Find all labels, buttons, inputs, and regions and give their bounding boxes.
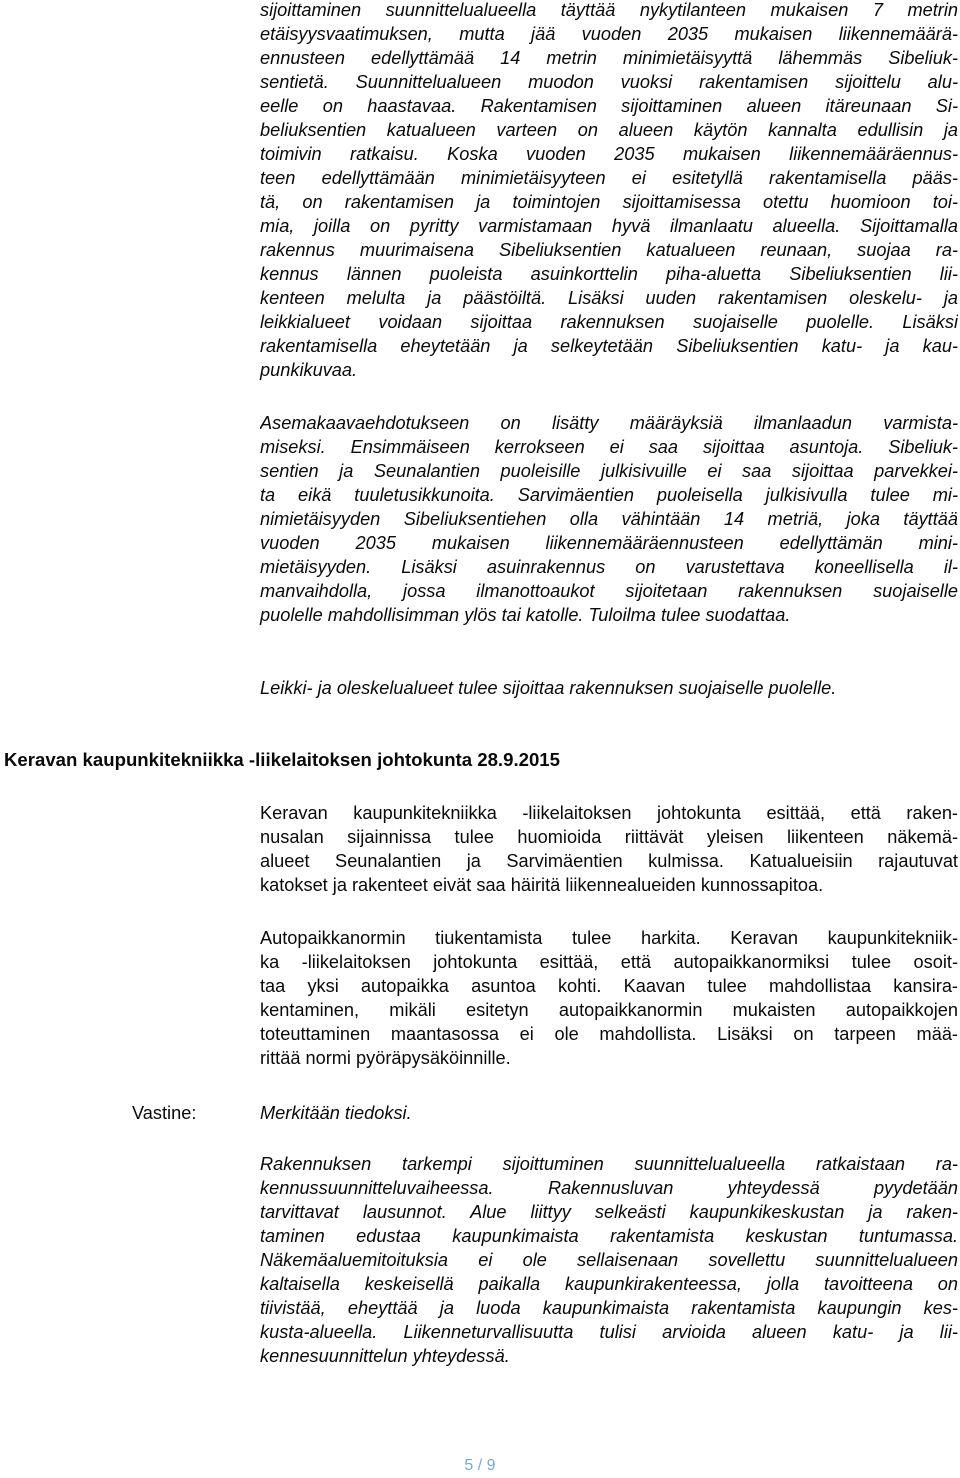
text-line: miseksi. Ensimmäiseen kerrokseen ei saa sijoittaa asuntoja. Sibeliuk- <box>260 437 958 457</box>
vastine-text: Merkitään tiedoksi. <box>260 1103 412 1123</box>
text-line: ka -liikelaitoksen johtokunta esittää, että autopaikkanormiksi tulee osoit- <box>260 952 958 972</box>
text-line: kennussuunnitteluvaiheessa. Rakennusluvan yhteydessä pyydetään <box>260 1178 958 1198</box>
text-line: rittää normi pyöräpysäköinnille. <box>260 1048 511 1068</box>
text-line: ta eikä tuuletusikkunoita. Sarvimäentien puoleisella julkisivulla tulee mi- <box>260 485 958 505</box>
text-line: toteuttaminen maantasossa ei ole mahdollista. Lisäksi on tarpeen mää- <box>260 1024 958 1044</box>
text-line: Rakennuksen tarkempi sijoittuminen suunnittelualueella ratkaistaan ra- <box>260 1154 958 1174</box>
text-line: nusalan sijainnissa tulee huomioida riittävät yleisen liikenteen näkemä- <box>260 827 958 847</box>
text-line: teen edellyttämään minimietäisyyteen ei esitetyllä rakentamisella pääs- <box>260 168 958 188</box>
text-line: Leikki- ja oleskelualueet tulee sijoittaa rakennuksen suojaiselle puolelle. <box>260 678 837 698</box>
text-line: tarvittavat lausunnot. Alue liittyy selkeästi kaupunkikeskustan ja raken- <box>260 1202 958 1222</box>
page-number: 5 / 9 <box>464 1457 496 1474</box>
text-line: sentien ja Seunalantien puoleisille julkisivuille ei saa sijoittaa parvekkei- <box>260 461 958 481</box>
text-line: kennus lännen puoleista asuinkorttelin piha-aluetta Sibeliuksentien lii- <box>260 264 958 284</box>
text-line: taminen edustaa kaupunkimaista rakentamista keskustan tuntumassa. <box>260 1226 958 1246</box>
text-line: manvaihdolla, jossa ilmanottoaukot sijoitetaan rakennuksen suojaiselle <box>260 581 958 601</box>
text-line: sijoittaminen suunnittelualueella täyttää nykytilanteen mukaisen 7 metrin <box>260 0 958 20</box>
text-line: mietäisyyden. Lisäksi asuinrakennus on varustettava koneellisella il- <box>260 557 958 577</box>
text-line: eelle on haastavaa. Rakentamisen sijoittaminen alueen itäreunaan Si- <box>260 96 958 116</box>
text-line: taa yksi autopaikka asuntoa kohti. Kaavan tulee mahdollistaa kansira- <box>260 976 958 996</box>
text-line: Näkemäaluemitoituksia ei ole sellaisenaan sovellettu suunnittelualueen <box>260 1250 958 1270</box>
text-line: kaltaisella keskeisellä paikalla kaupunkirakenteessa, jolla tavoitteena on <box>260 1274 958 1294</box>
vastine-label: Vastine: <box>132 1103 197 1123</box>
text-line: tiivistää, eheyttää ja luoda kaupunkimaista rakentamista kaupungin kes- <box>260 1298 958 1318</box>
text-line: kennesuunnittelun yhteydessä. <box>260 1346 510 1366</box>
text-line: Asemakaavaehdotukseen on lisätty määräyksiä ilmanlaadun varmista- <box>260 413 958 433</box>
text-line: rakentamisella eheytetään ja selkeytetään Sibeliuksentien katu- ja kau- <box>260 336 958 356</box>
text-line: rakennus muurimaisena Sibeliuksentien katualueen reunaan, suojaa ra- <box>260 240 958 260</box>
text-line: puolelle mahdollisimman ylös tai katolle. Tuloilma tulee suodattaa. <box>260 605 791 625</box>
text-line: leikkialueet voidaan sijoittaa rakennuksen suojaiselle puolelle. Lisäksi <box>260 312 958 332</box>
text-line: punkikuvaa. <box>260 360 358 380</box>
text-line: etäisyysvaatimuksen, mutta jää vuoden 2035 mukaisen liikennemäärä- <box>260 24 958 44</box>
text-line: beliuksentien katualueen varteen on alueen käytön kannalta edullisin ja <box>260 120 958 140</box>
text-line: ennusteen edellyttämää 14 metrin minimietäisyyttä lähemmäs Sibeliuk- <box>260 48 958 68</box>
text-line: mia, joilla on pyritty varmistamaan hyvä ilmanlaatu alueella. Sijoittamalla <box>260 216 958 236</box>
text-line: toimivin ratkaisu. Koska vuoden 2035 mukaisen liikennemääräennus- <box>260 144 958 164</box>
text-line: kenteen melulta ja päästöiltä. Lisäksi uuden rakentamisen oleskelu- ja <box>260 288 958 308</box>
text-line: Keravan kaupunkitekniikka -liikelaitoksen johtokunta esittää, että raken- <box>260 803 958 823</box>
text-line: Autopaikkanormin tiukentamista tulee harkita. Keravan kaupunkitekniik- <box>260 928 958 948</box>
text-line: sentietä. Suunnittelualueen muodon vuoksi rakentamisen sijoittelu alu- <box>260 72 958 92</box>
text-line: kentaminen, mikäli esitetyn autopaikkanormin mukaisten autopaikkojen <box>260 1000 958 1020</box>
text-line: katokset ja rakenteet eivät saa häiritä liikennealueiden kunnossapitoa. <box>260 875 824 895</box>
text-line: nimietäisyyden Sibeliuksentiehen olla vähintään 14 metriä, joka täyttää <box>260 509 958 529</box>
text-line: tä, on rakentamisen ja toimintojen sijoittamisessa otettu huomioon toi- <box>260 192 958 212</box>
text-line: kusta-alueella. Liikenneturvallisuutta tulisi arvioida alueen katu- ja lii- <box>260 1322 958 1342</box>
section-heading: Keravan kaupunkitekniikka -liikelaitoksen johtokunta 28.9.2015 <box>4 749 560 770</box>
text-line: vuoden 2035 mukaisen liikennemääräennusteen edellyttämän mini- <box>260 533 958 553</box>
text-line: alueet Seunalantien ja Sarvimäentien kulmissa. Katualueisiin rajautuvat <box>260 851 958 871</box>
